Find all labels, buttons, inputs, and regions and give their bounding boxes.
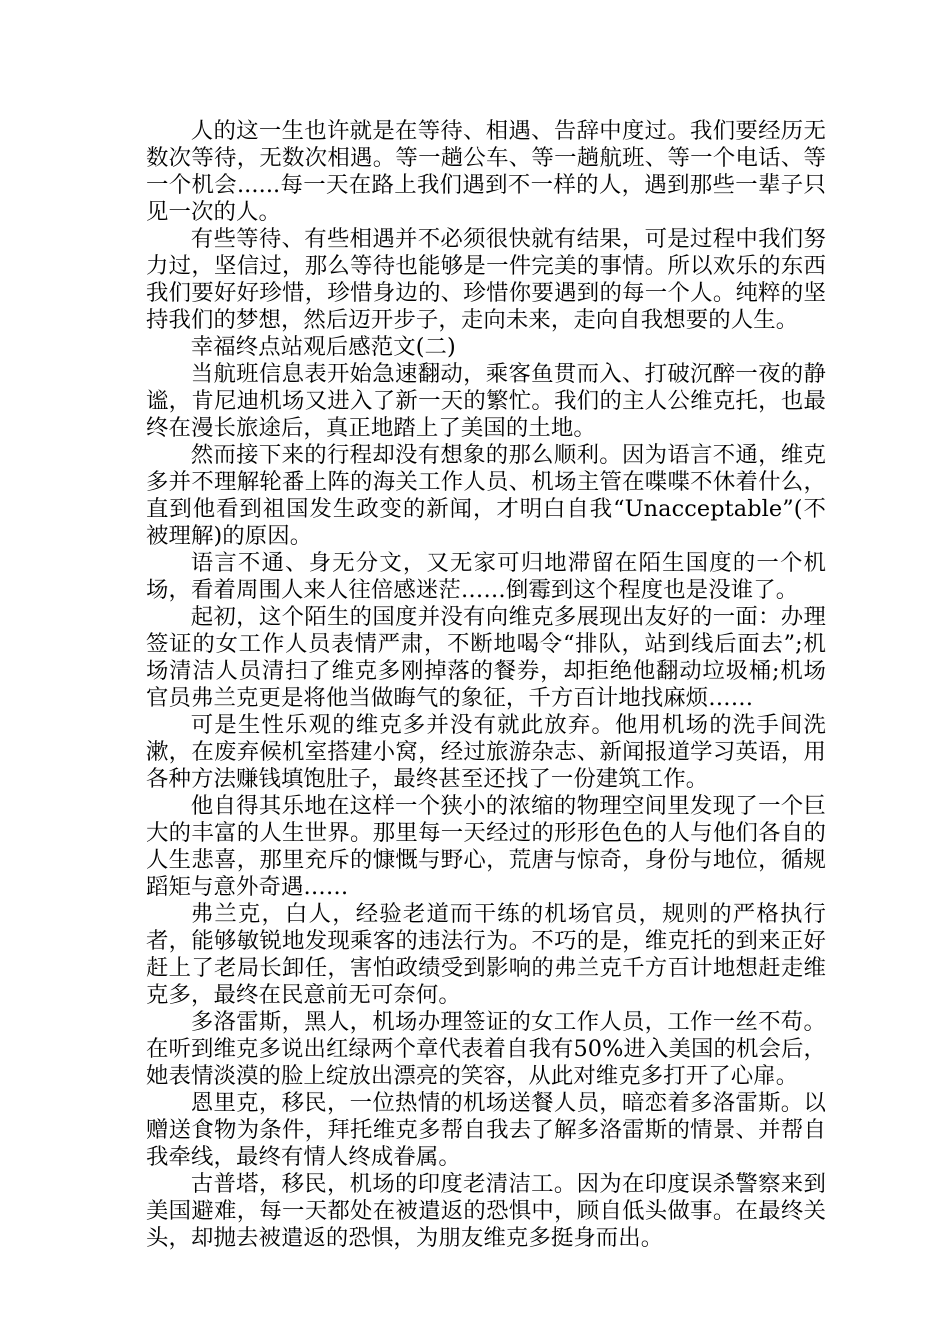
paragraph: 起初，这个陌生的国度并没有向维克多展现出友好的一面：办理签证的女工作人员表情严肃，不断地喝令“排队，站到线后面去”;机场清洁人员清扫了维克多刚掉落的餐券，却拒绝他翻动垃圾桶;机场官员弗兰克更是将他当做晦气的象征，千方百计地找麻烦……: [146, 604, 826, 711]
section-heading: 幸福终点站观后感范文(二): [190, 334, 456, 360]
document-body: [146, 118, 826, 1252]
paragraph: 有些等待、有些相遇并不必须很快就有结果，可是过程中我们努力过，坚信过，那么等待也能够是一件完美的事情。所以欢乐的东西我们要好好珍惜，珍惜身边的、珍惜你要遇到的每一个人。纯粹的坚持我们的梦想，然后迈开步子，走向未来，走向自我想要的人生。: [146, 226, 826, 333]
paragraph: 多洛雷斯，黑人，机场办理签证的女工作人员，工作一丝不苟。在听到维克多说出红绿两个章代表着自我有50%进入美国的机会后，她表情淡漠的脸上绽放出漂亮的笑容，从此对维克多打开了心扉。: [146, 1009, 826, 1089]
paragraph: 他自得其乐地在这样一个狭小的浓缩的物理空间里发现了一个巨大的丰富的人生世界。那里每一天经过的形形色色的人与他们各自的人生悲喜，那里充斥的慷慨与野心，荒唐与惊奇，身份与地位，循规蹈矩与意外奇遇……: [146, 793, 826, 900]
paragraph: 可是生性乐观的维克多并没有就此放弃。他用机场的洗手间洗漱，在废弃候机室搭建小窝，经过旅游杂志、新闻报道学习英语，用各种方法赚钱填饱肚子，最终甚至还找了一份建筑工作。: [146, 712, 826, 792]
paragraph: 人的这一生也许就是在等待、相遇、告辞中度过。我们要经历无数次等待，无数次相遇。等一趟公车、等一趟航班、等一个电话、等一个机会......每一天在路上我们遇到不一样的人，遇到那些一辈子只见一次的人。: [146, 118, 826, 225]
paragraph: 恩里克，移民，一位热情的机场送餐人员，暗恋着多洛雷斯。以赠送食物为条件，拜托维克多帮自我去了解多洛雷斯的情景、并帮自我牵线，最终有情人终成眷属。: [146, 1090, 826, 1170]
paragraph: 语言不通、身无分文，又无家可归地滞留在陌生国度的一个机场，看着周围人来人往倍感迷茫……倒霉到这个程度也是没谁了。: [146, 550, 826, 603]
paragraph: 当航班信息表开始急速翻动，乘客鱼贯而入、打破沉醉一夜的静谧，肯尼迪机场又进入了新一天的繁忙。我们的主人公维克托，也最终在漫长旅途后，真正地踏上了美国的土地。: [146, 361, 826, 441]
paragraph: 古普塔，移民，机场的印度老清洁工。因为在印度误杀警察来到美国避难，每一天都处在被遣返的恐惧中，顾自低头做事。在最终关头，却抛去被遣返的恐惧，为朋友维克多挺身而出。: [146, 1171, 826, 1251]
paragraph: 然而接下来的行程却没有想象的那么顺利。因为语言不通，维克多并不理解轮番上阵的海关工作人员、机场主管在喋喋不休着什么，直到他看到祖国发生政变的新闻，才明白自我“Unacceptable”(不被理解)的原因。: [146, 442, 826, 549]
paragraph: 弗兰克，白人，经验老道而干练的机场官员，规则的严格执行者，能够敏锐地发现乘客的违法行为。不巧的是，维克托的到来正好赶上了老局长卸任，害怕政绩受到影响的弗兰克千方百计地想赶走维克多，最终在民意前无可奈何。: [146, 901, 826, 1008]
